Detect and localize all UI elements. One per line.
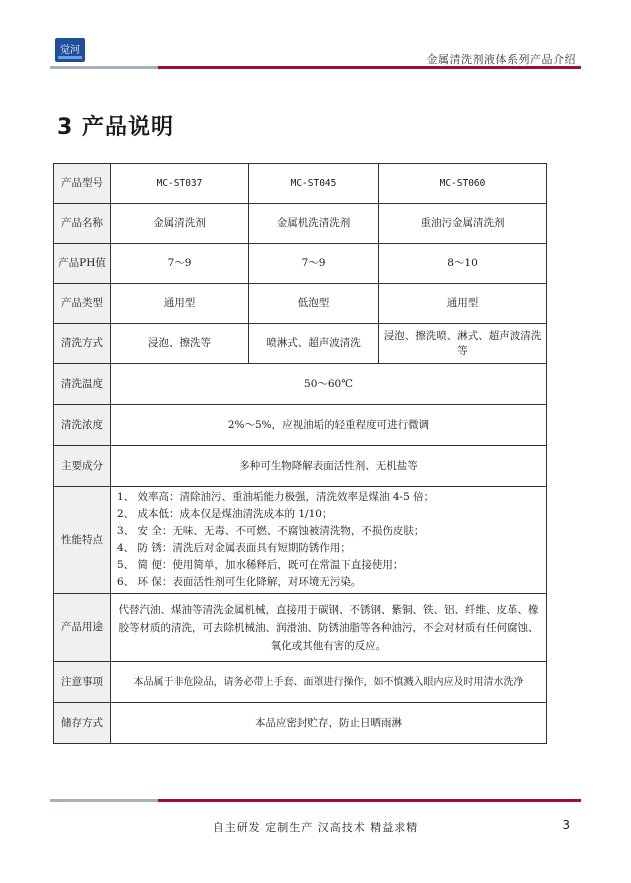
table-row-temperature [54, 364, 547, 405]
features-cell [111, 487, 547, 594]
model-cell: MC-ST060 [379, 164, 547, 204]
row-label: 产品名称 [54, 204, 111, 244]
type-cell: 低泡型 [249, 284, 379, 324]
name-cell: 重油污金属清洗剂 [379, 204, 547, 244]
feature-item: 2、 成本低：成本仅是煤油清洗成本的 1/10； [117, 508, 333, 520]
row-label: 产品PH值 [54, 244, 111, 284]
row-label: 清洗方式 [54, 324, 111, 364]
table-row-name [54, 204, 547, 244]
row-label: 产品用途 [54, 594, 111, 662]
ingredients-cell: 多种可生物降解表面活性剂、无机盐等 [111, 446, 547, 487]
page-number: 3 [562, 818, 570, 832]
method-cell: 浸泡、擦洗等 [111, 324, 249, 364]
row-label: 产品型号 [54, 164, 111, 204]
name-cell: 金属机洗清洗剂 [249, 204, 379, 244]
header-title: 金属清洗剂液体系列产品介绍 [426, 53, 576, 66]
concentration-cell: 2%～5%，应视油垢的轻重程度可进行微调 [111, 405, 547, 446]
ph-cell: 7～9 [111, 244, 249, 284]
header-rule-red [158, 66, 581, 69]
ph-cell: 8～10 [379, 244, 547, 284]
table-row-features [54, 487, 547, 594]
row-label: 注意事项 [54, 662, 111, 703]
ph-cell: 7～9 [249, 244, 379, 284]
row-label: 清洗浓度 [54, 405, 111, 446]
row-label: 产品类型 [54, 284, 111, 324]
method-cell: 喷淋式、超声波清洗 [249, 324, 379, 364]
type-cell: 通用型 [111, 284, 249, 324]
section-title: 3 产品说明 [57, 115, 174, 140]
logo-icon [55, 38, 85, 62]
row-label: 性能特点 [54, 487, 111, 594]
table-row-notes [54, 662, 547, 703]
table-row-ph [54, 244, 547, 284]
table-row-ingredients [54, 446, 547, 487]
logo-text: 觉河 [60, 45, 80, 56]
storage-cell: 本品应密封贮存，防止日晒雨淋 [111, 703, 547, 744]
feature-item: 1、 效率高：清除油污、重油垢能力极强，清洗效率是煤油 4-5 倍； [117, 491, 435, 503]
table-row-usage [54, 594, 547, 662]
model-cell: MC-ST045 [249, 164, 379, 204]
row-label: 储存方式 [54, 703, 111, 744]
temperature-cell: 50～60℃ [111, 364, 547, 405]
header-rule-grey [50, 66, 158, 69]
company-logo [55, 38, 85, 62]
footer-slogan: 自主研发 定制生产 汉高技术 精益求精 [212, 821, 419, 834]
table-row-method [54, 324, 547, 364]
feature-item: 6、 环 保：表面活性剂可生化降解，对环境无污染。 [117, 576, 362, 588]
type-cell: 通用型 [379, 284, 547, 324]
product-spec-table [53, 163, 547, 744]
table-row-concentration [54, 405, 547, 446]
feature-item: 3、 安 全：无味、无毒、不可燃、不腐蚀被清洗物，不损伤皮肤； [117, 525, 425, 537]
feature-item: 4、 防 锈：清洗后对金属表面具有短期防锈作用； [117, 542, 351, 554]
model-cell: MC-ST037 [111, 164, 249, 204]
method-cell: 浸泡、擦洗喷、淋式、超声波清洗等 [379, 324, 547, 364]
row-label: 主要成分 [54, 446, 111, 487]
usage-cell: 代替汽油、煤油等清洗金属机械，直接用于碳钢、不锈钢、紫铜、铁、铝、纤维、皮革、橡胶等材质的清洗，可去除机械油、润滑油、防锈油脂等各种油污，不会对材质有任何腐蚀、氧化或其他有害的反应。 [111, 594, 547, 662]
name-cell: 金属清洗剂 [111, 204, 249, 244]
table-row-storage [54, 703, 547, 744]
table-row-model [54, 164, 547, 204]
footer-rule-grey [50, 799, 158, 802]
notes-cell: 本品属于非危险品，请务必带上手套、面罩进行操作，如不慎溅入眼内应及时用清水洗净 [111, 662, 547, 703]
table-row-type [54, 284, 547, 324]
row-label: 清洗温度 [54, 364, 111, 405]
feature-item: 5、 简 便：使用简单，加水稀释后，既可在常温下直接使用； [117, 559, 404, 571]
footer-rule-red [158, 799, 581, 802]
